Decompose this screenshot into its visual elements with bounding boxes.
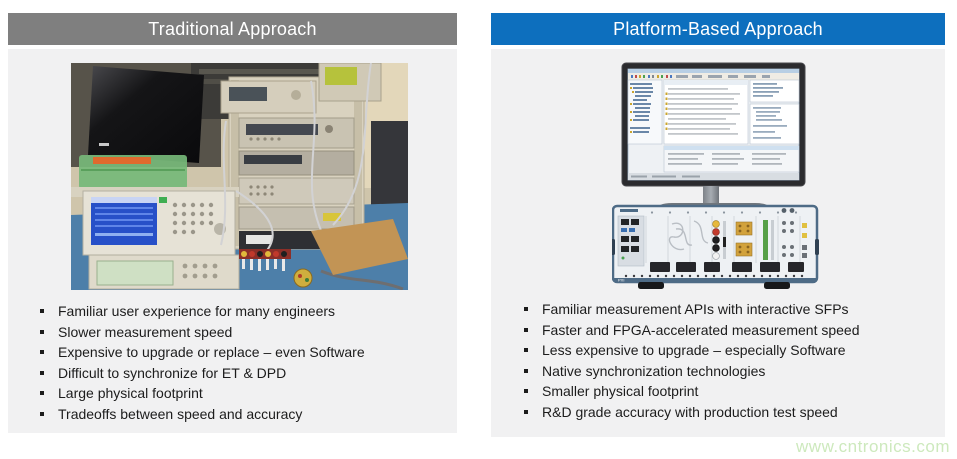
sticker	[294, 269, 312, 287]
list-item	[38, 363, 447, 384]
watermark: www.cntronics.com	[796, 437, 950, 456]
bullet-text: Familiar measurement APIs with interactive SFPs	[542, 301, 849, 317]
bullet-icon	[524, 348, 528, 352]
bullet-text: Faster and FPGA-accelerated measurement speed	[542, 321, 860, 338]
bullet-text: Large physical footprint	[58, 385, 203, 401]
right-panel	[491, 49, 945, 437]
bullet-text: Familiar user experience for many engineers	[58, 303, 336, 319]
pxi-label: PXI	[618, 277, 625, 283]
bullet-text: Native synchronization technologies	[542, 362, 766, 379]
crt-monitor	[88, 66, 204, 163]
bullet-icon	[40, 350, 44, 354]
list-item	[38, 342, 447, 363]
right-header: Platform-Based Approach	[491, 13, 945, 45]
bullet-icon	[524, 307, 528, 311]
bullet-icon	[40, 412, 44, 416]
list-item	[38, 322, 447, 343]
list-item	[522, 402, 935, 423]
bullet-icon	[40, 309, 44, 313]
right-bullet-list	[491, 299, 945, 422]
pxi-chassis	[612, 206, 819, 289]
bullet-icon	[40, 391, 44, 395]
platform-setup-image	[612, 59, 820, 293]
chassis-bottom-rail	[614, 278, 816, 282]
green-box	[79, 155, 187, 189]
list-item	[38, 383, 447, 404]
left-header: Traditional Approach	[8, 13, 457, 45]
monitor-stand-neck	[703, 186, 719, 204]
monitor-image	[622, 63, 805, 214]
list-item	[38, 404, 447, 425]
bullet-text: Difficult to synchronize for ET & DPD	[58, 364, 287, 381]
controller-module	[618, 216, 644, 266]
list-item	[522, 320, 935, 341]
laptop-back	[371, 121, 408, 209]
list-item	[522, 299, 935, 320]
traditional-setup-photo	[71, 63, 408, 290]
list-item	[522, 340, 935, 361]
bullet-icon	[524, 369, 528, 373]
left-panel	[8, 49, 457, 433]
bullet-icon	[524, 389, 528, 393]
signal-analyzer	[83, 191, 235, 255]
list-item	[38, 301, 447, 322]
bullet-text: R&D grade accuracy with production test speed	[542, 403, 838, 420]
bullet-text: Tradeoffs between speed and accuracy	[58, 405, 303, 422]
list-item	[522, 381, 935, 402]
bullet-icon	[524, 410, 528, 414]
list-item	[522, 361, 935, 382]
bullet-icon	[524, 328, 528, 332]
bullet-text: Smaller physical footprint	[542, 383, 699, 399]
bullet-text: Expensive to upgrade or replace – even Software	[58, 344, 365, 360]
bullet-text: Less expensive to upgrade – especially Software	[542, 342, 846, 358]
left-bullet-list	[8, 301, 457, 424]
bullet-icon	[40, 330, 44, 334]
bullet-icon	[40, 371, 44, 375]
platform-approach-column	[491, 13, 945, 437]
green-connector	[763, 220, 768, 260]
bullet-text: Slower measurement speed	[58, 323, 233, 340]
traditional-approach-column	[8, 13, 457, 433]
lower-instrument	[89, 255, 239, 289]
chassis-foot-left	[638, 282, 664, 289]
chassis-foot-right	[764, 282, 790, 289]
